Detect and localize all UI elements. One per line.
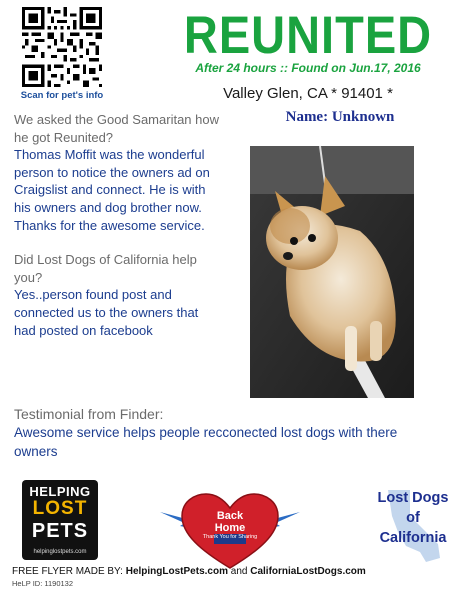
back-home-tag: Thank You for Sharing (202, 534, 258, 540)
hlp-line1: HELPING (29, 484, 91, 499)
found-date-subtitle: After 24 hours :: Found on Jun.17, 2016 (195, 61, 421, 75)
back-home-line2: Home (214, 522, 246, 534)
qr-code[interactable] (22, 7, 102, 87)
hlp-line3: PETS (31, 520, 89, 542)
location-text: Valley Glen, CA * 91401 * (223, 85, 393, 102)
hlp-line2: LOST (32, 498, 88, 519)
footer-link-californialostdogs[interactable]: CaliforniaLostDogs.com (250, 566, 366, 577)
ldc-line1: Lost Dogs (377, 490, 449, 506)
answer-did-ldoc-help: Yes..person found post and connected us to the owners that had posted on facebook (14, 287, 199, 338)
lost-dogs-of-california-logo[interactable] (368, 486, 458, 566)
ldc-line3: California (379, 530, 447, 546)
footer-credit (12, 566, 366, 577)
helping-lost-pets-logo[interactable] (22, 480, 98, 560)
footer-and: and (230, 566, 248, 577)
testimonial-text: Awesome service helps people recconected lost dogs with there owners (14, 425, 398, 459)
back-home-line1: Back (216, 510, 244, 522)
qr-code-graphic (22, 7, 102, 87)
page-title: REUNITED (183, 4, 433, 65)
question-did-ldoc-help: Did Lost Dogs of California help you? (14, 252, 197, 285)
help-id: HeLP ID: 1190132 (12, 579, 74, 588)
answer-how-reunited: Thomas Moffit was the wonderful person to notice the owners ad on Craigslist and connect. He is with his owners and dog brother now. Thanks for the awesome service. (14, 147, 210, 233)
dog-illustration (250, 146, 414, 398)
qr-caption: Scan for pet's info (20, 90, 104, 101)
dog-photo (250, 146, 414, 398)
testimonial-label: Testimonial from Finder: (14, 406, 164, 422)
question-how-reunited: We asked the Good Samaritan how he got Reunited? (14, 112, 219, 145)
dog-name: Name: Unknown (285, 109, 395, 125)
hlp-url: helpinglostpets.com (33, 549, 87, 555)
story-section (14, 111, 220, 339)
footer-made-by: FREE FLYER MADE BY: (12, 566, 123, 577)
footer-link-helpinglostpets[interactable]: HelpingLostPets.com (125, 566, 228, 577)
ldc-line2: of (406, 510, 420, 526)
back-home-text (180, 510, 280, 534)
